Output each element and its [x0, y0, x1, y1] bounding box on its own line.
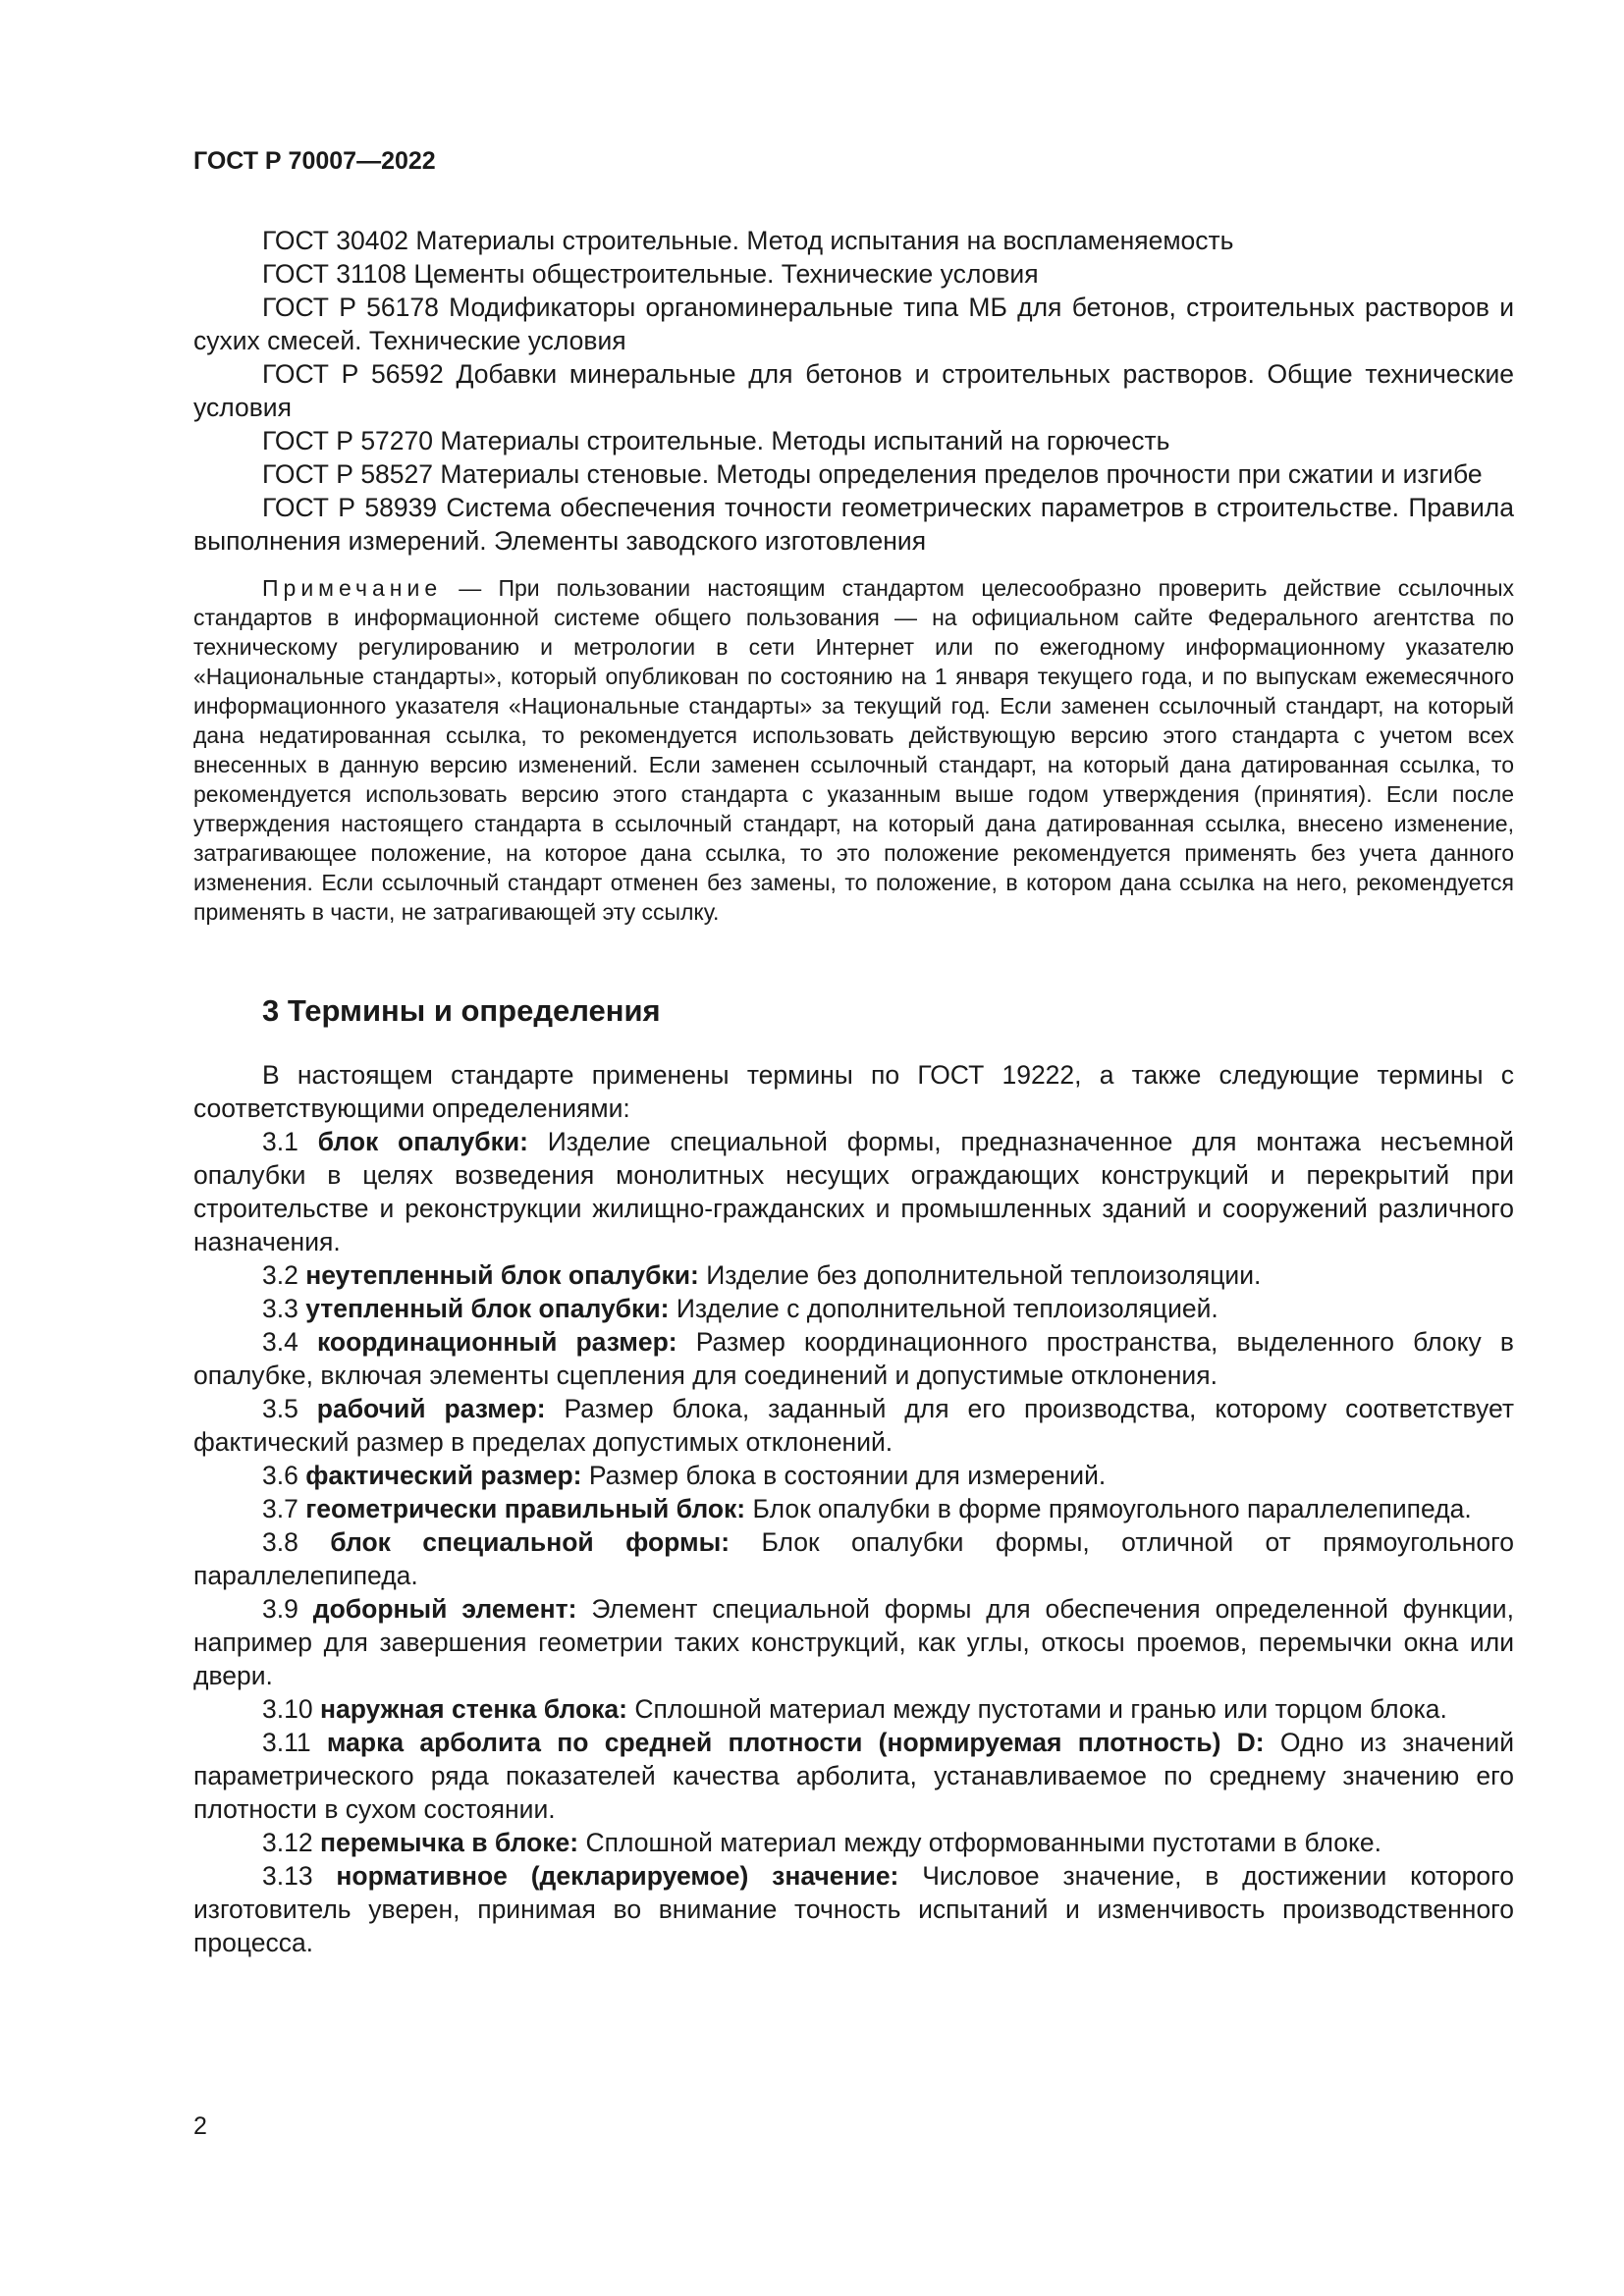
term-number: 3.2	[262, 1260, 298, 1290]
term-name: фактический размер:	[305, 1461, 582, 1490]
term-name: рабочий размер:	[316, 1394, 546, 1423]
term-item	[193, 1258, 1514, 1292]
term-item	[193, 1692, 1514, 1726]
section-title: 3 Термины и определения	[262, 993, 661, 1028]
term-definition: Числовое значение, в достижении которого изготовитель уверен, принимая во внимание точность испытаний и изменчивость производственного процесса.	[193, 1861, 1514, 1957]
term-number: 3.5	[262, 1394, 298, 1423]
document-body	[193, 224, 1514, 1959]
term-definition: Размер координационного пространства, выделенного блоку в опалубке, включая элементы сцепления для соединений и допустимые отклонения.	[193, 1327, 1514, 1390]
reference-item: ГОСТ Р 58939 Система обеспечения точности геометрических параметров в строительстве. Правила выполнения измерений. Элементы заводского изготовления	[193, 493, 1514, 556]
reference-item: ГОСТ Р 58527 Материалы стеновые. Методы определения пределов прочности при сжатии и изгибе	[262, 459, 1483, 489]
note-paragraph	[193, 573, 1514, 927]
term-definition: Блок опалубки в форме прямоугольного параллелепипеда.	[752, 1494, 1472, 1523]
term-name: доборный элемент:	[312, 1594, 577, 1624]
term-definition: Блок опалубки формы, отличной от прямоугольного параллелепипеда.	[193, 1527, 1514, 1590]
term-item	[193, 1459, 1514, 1492]
term-number: 3.10	[262, 1694, 313, 1724]
reference-item: ГОСТ Р 56592 Добавки минеральные для бетонов и строительных растворов. Общие технические условия	[193, 359, 1514, 422]
term-name: наружная стенка блока:	[319, 1694, 627, 1724]
term-name: перемычка в блоке:	[319, 1828, 579, 1857]
term-definition: Сплошной материал между пустотами и гранью или торцом блока.	[634, 1694, 1447, 1724]
term-name: утепленный блок опалубки:	[305, 1294, 670, 1323]
term-item	[193, 1125, 1514, 1258]
term-definition: Изделие без дополнительной теплоизоляции.	[706, 1260, 1262, 1290]
term-number: 3.13	[262, 1861, 313, 1891]
term-definition: Изделие с дополнительной теплоизоляцией.	[676, 1294, 1218, 1323]
page-number: 2	[193, 2112, 207, 2140]
terms-list	[193, 1058, 1514, 1959]
term-number: 3.6	[262, 1461, 298, 1490]
term-item	[193, 1292, 1514, 1325]
reference-item: ГОСТ 31108 Цементы общестроительные. Технические условия	[262, 259, 1039, 289]
term-item	[193, 1826, 1514, 1859]
document-header: ГОСТ Р 70007—2022	[193, 147, 436, 175]
term-definition: Изделие специальной формы, предназначенное для монтажа несъемной опалубки в целях возведения монолитных несущих ограждающих конструкций и перекрытий при строительстве и реконструкции жилищно-гражданских и промышленных зданий и сооружений различного назначения.	[193, 1127, 1514, 1256]
reference-item: ГОСТ 30402 Материалы строительные. Метод испытания на воспламеняемость	[262, 226, 1234, 255]
term-number: 3.12	[262, 1828, 313, 1857]
term-name: марка арболита по средней плотности (нормируемая плотность) D:	[326, 1728, 1265, 1757]
reference-item: ГОСТ Р 56178 Модификаторы органоминеральные типа МБ для бетонов, строительных растворов и сухих смесей. Технические условия	[193, 293, 1514, 355]
term-definition: Сплошной материал между отформованными пустотами в блоке.	[585, 1828, 1381, 1857]
term-number: 3.11	[262, 1728, 311, 1757]
reference-item: ГОСТ Р 57270 Материалы строительные. Методы испытаний на горючесть	[262, 426, 1170, 455]
term-number: 3.1	[262, 1127, 298, 1156]
term-item	[193, 1325, 1514, 1392]
term-name: координационный размер:	[316, 1327, 677, 1357]
term-name: блок опалубки:	[317, 1127, 528, 1156]
term-name: нормативное (декларируемое) значение:	[336, 1861, 899, 1891]
term-definition: Элемент специальной формы для обеспечения определенной функции, например для завершения геометрии таких конструкций, как углы, откосы проемов, перемычки окна или двери.	[193, 1594, 1514, 1690]
term-definition: Размер блока, заданный для его производства, которому соответствует фактический размер в пределах допустимых отклонений.	[193, 1394, 1515, 1457]
term-item	[193, 1392, 1514, 1459]
term-number: 3.8	[262, 1527, 298, 1557]
term-name: блок специальной формы:	[330, 1527, 731, 1557]
term-number: 3.4	[262, 1327, 298, 1357]
term-item	[193, 1859, 1514, 1959]
term-name: геометрически правильный блок:	[305, 1494, 746, 1523]
term-item	[193, 1525, 1514, 1592]
note-text: — При пользовании настоящим стандартом целесообразно проверить действие ссылочных стандартов в информационной системе общего пользования — на официальном сайте Федерального агентства по техническому регулированию и метрологии в сети Интернет или по ежегодному информационному указателю «Национальные стандарты», который опубликован по состоянию на 1 января текущего года, и по выпускам ежемесячного информационного указателя «Национальные стандарты» за текущий год. Если заменен ссылочный стандарт, на который дана недатированная ссылка, то рекомендуется использовать действующую версию этого стандарта с учетом всех внесенных в данную версию изменений. Если заменен ссылочный стандарт, на который дана датированная ссылка, то рекомендуется использовать версию этого стандарта с указанным выше годом утверждения (принятия). Если после утверждения настоящего стандарта в ссылочный стандарт, на который дана датированная ссылка, внесено изменение, затрагивающее положение, на которое дана ссылка, то это положение рекомендуется применять без учета данного изменения. Если ссылочный стандарт отменен без замены, то положение, в котором дана ссылка на него, рекомендуется применять в части, не затрагивающей эту ссылку.	[193, 575, 1514, 925]
term-definition: Одно из значений параметрического ряда показателей качества арболита, устанавливаемое по среднему значению его плотности в сухом состоянии.	[193, 1728, 1514, 1824]
term-number: 3.7	[262, 1494, 298, 1523]
term-item	[193, 1592, 1514, 1692]
term-item	[193, 1492, 1514, 1525]
term-definition: Размер блока в состоянии для измерений.	[588, 1461, 1107, 1490]
term-item	[193, 1726, 1514, 1826]
term-name: неутепленный блок опалубки:	[305, 1260, 699, 1290]
term-number: 3.9	[262, 1594, 298, 1624]
references-list	[193, 224, 1514, 558]
term-number: 3.3	[262, 1294, 298, 1323]
section-intro: В настоящем стандарте применены термины по ГОСТ 19222, а также следующие термины с соответствующими определениями:	[193, 1060, 1514, 1123]
note-label: Примечание	[262, 575, 443, 601]
